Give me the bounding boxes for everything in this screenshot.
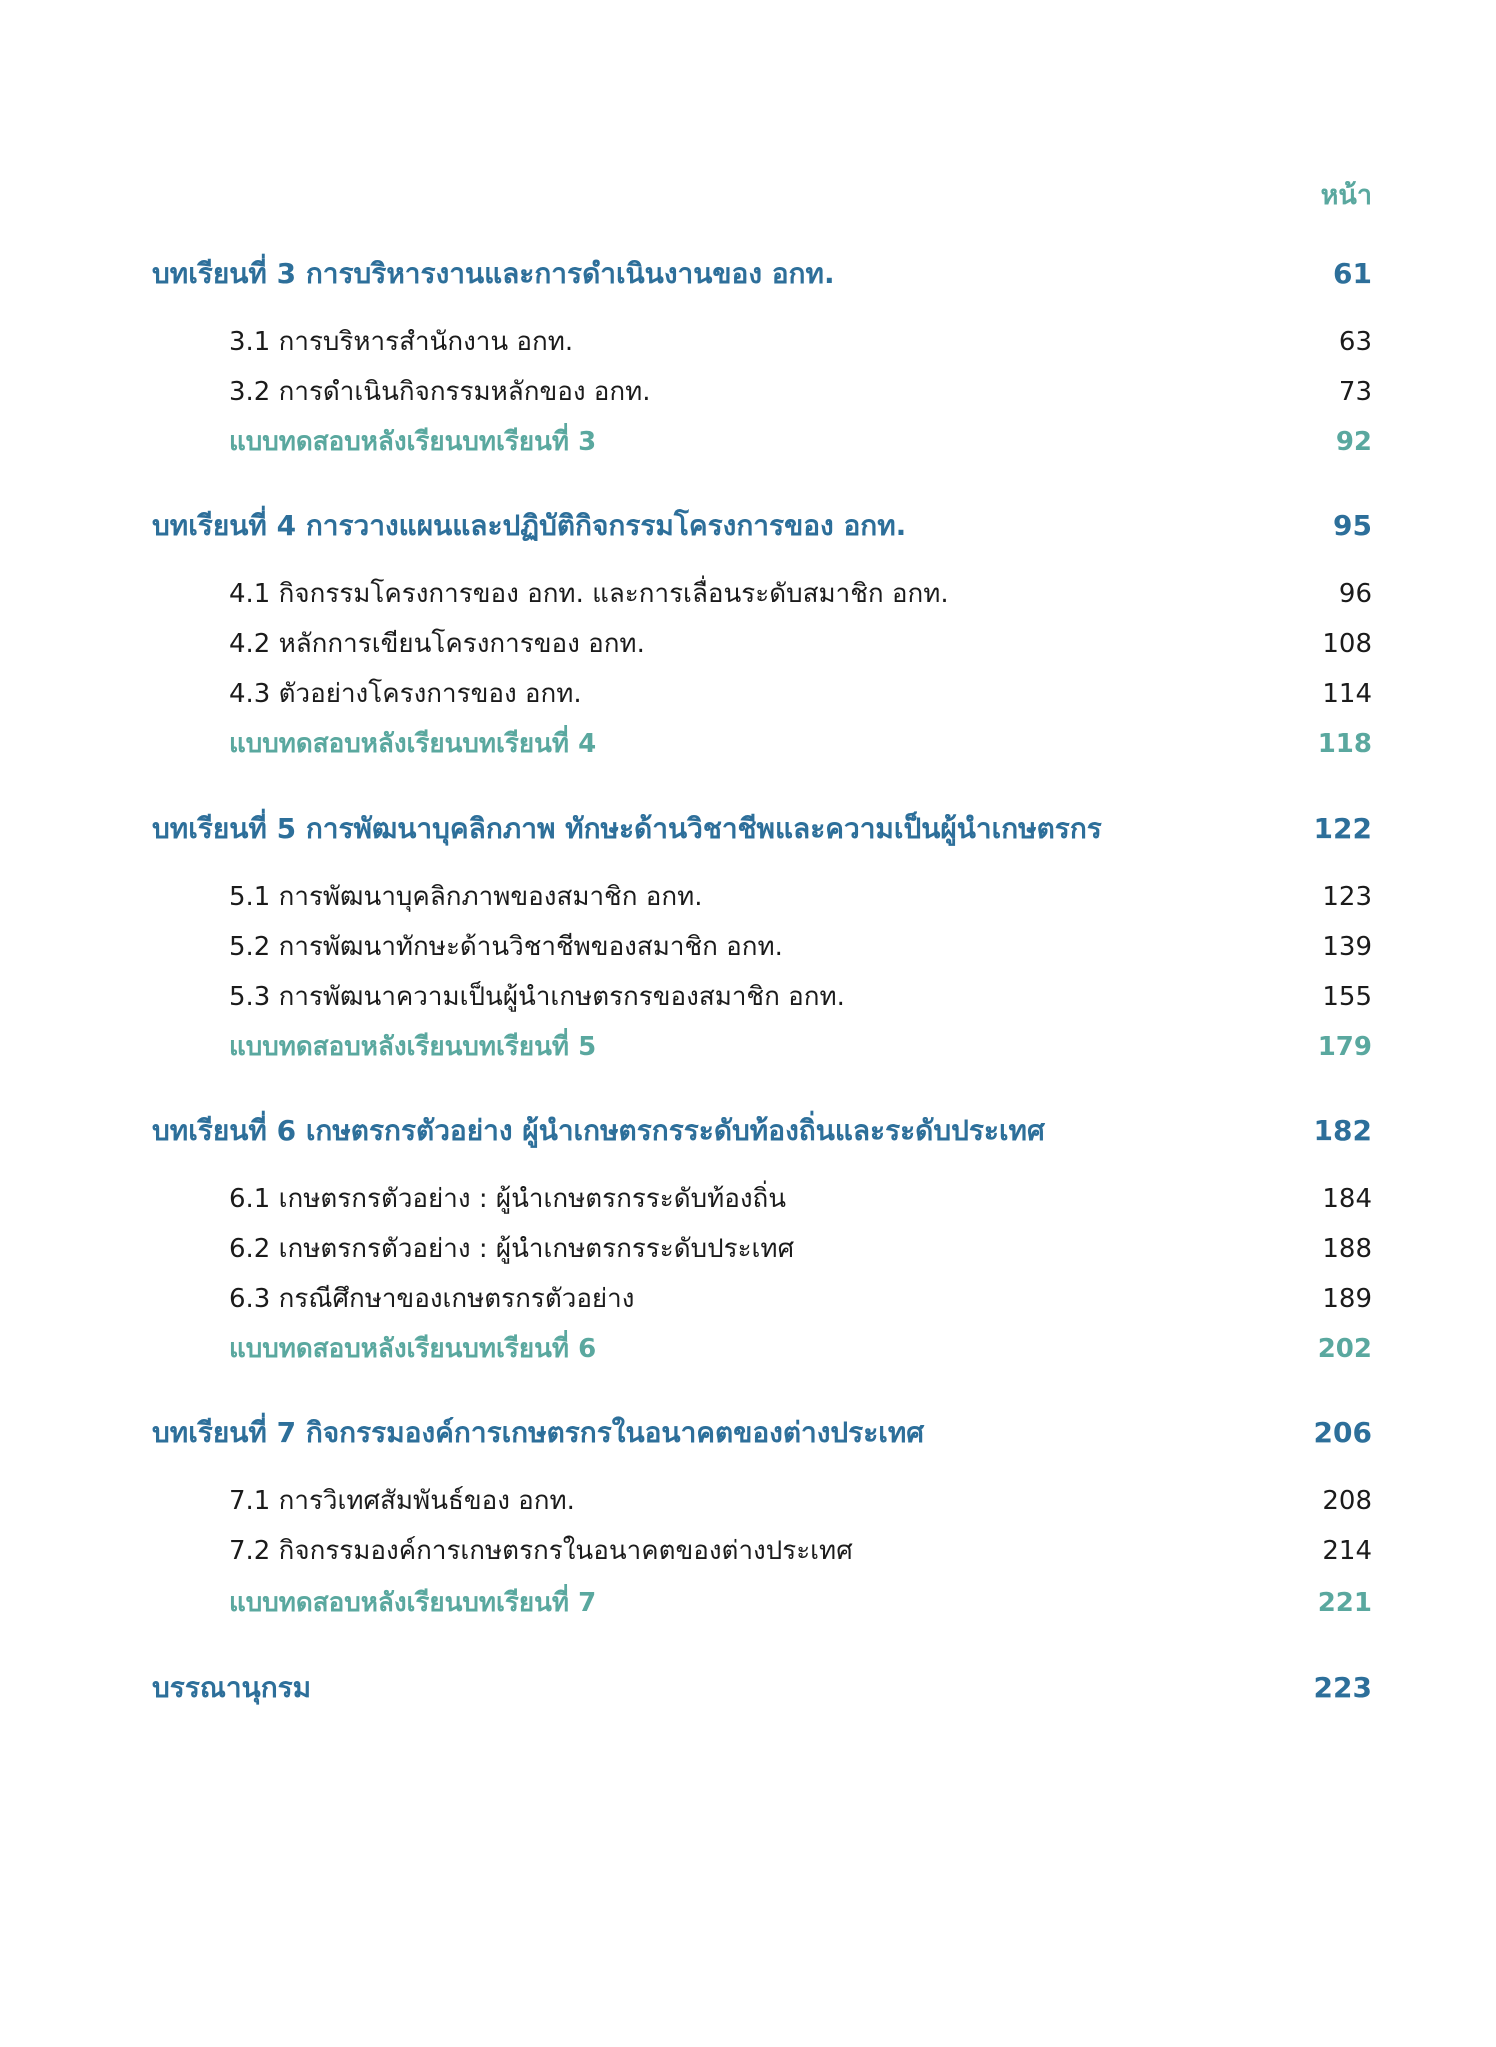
toc-entry-page: 179	[1317, 1032, 1372, 1062]
toc-chapter-4[interactable]	[0, 504, 1496, 548]
toc-entry-page: 61	[1333, 257, 1372, 290]
toc-entry-page: 73	[1338, 377, 1372, 407]
toc-entry-title: 6.2 เกษตรกรตัวอย่าง : ผู้นำเกษตรกรระดับประเทศ	[229, 1234, 795, 1264]
toc-entry-page: 155	[1322, 982, 1372, 1012]
toc-entry-title: 3.2 การดำเนินกิจกรรมหลักของ อกท.	[229, 377, 651, 407]
toc-entry-page: 221	[1317, 1588, 1372, 1618]
toc-quiz-5[interactable]	[0, 1025, 1496, 1069]
toc-entry-title: บทเรียนที่ 3 การบริหารงานและการดำเนินงานของ อกท.	[152, 257, 835, 290]
toc-entry-page: 208	[1322, 1486, 1372, 1516]
toc-entry-title: 6.3 กรณีศึกษาของเกษตรกรตัวอย่าง	[229, 1284, 635, 1314]
toc-entry-title: แบบทดสอบหลังเรียนบทเรียนที่ 7	[229, 1588, 597, 1618]
toc-section-3-2[interactable]	[0, 370, 1496, 414]
toc-entry-title: แบบทดสอบหลังเรียนบทเรียนที่ 4	[229, 729, 597, 759]
toc-section-4-3[interactable]	[0, 672, 1496, 716]
toc-entry-title: บทเรียนที่ 6 เกษตรกรตัวอย่าง ผู้นำเกษตรกรระดับท้องถิ่นและระดับประเทศ	[152, 1114, 1045, 1147]
toc-section-7-1[interactable]	[0, 1479, 1496, 1523]
toc-entry-title: 6.1 เกษตรกรตัวอย่าง : ผู้นำเกษตรกรระดับท้องถิ่น	[229, 1184, 787, 1214]
toc-quiz-3[interactable]	[0, 420, 1496, 464]
toc-entry-page: 223	[1313, 1671, 1372, 1704]
toc-entry-title: บทเรียนที่ 7 กิจกรรมองค์การเกษตรกรในอนาคตของต่างประเทศ	[152, 1416, 925, 1449]
toc-entry-page: 114	[1322, 679, 1372, 709]
toc-entry-title: 4.2 หลักการเขียนโครงการของ อกท.	[229, 629, 645, 659]
toc-entry-page: 122	[1313, 812, 1372, 845]
toc-entry-title: บรรณานุกรม	[152, 1671, 312, 1704]
toc-entry-page: 108	[1322, 629, 1372, 659]
toc-entry-title: 7.1 การวิเทศสัมพันธ์ของ อกท.	[229, 1486, 575, 1516]
toc-section-6-3[interactable]	[0, 1277, 1496, 1321]
toc-entry-page: 202	[1317, 1334, 1372, 1364]
toc-entry-title: บทเรียนที่ 5 การพัฒนาบุคลิกภาพ ทักษะด้านวิชาชีพและความเป็นผู้นำเกษตรกร	[152, 812, 1102, 845]
toc-quiz-6[interactable]	[0, 1327, 1496, 1371]
toc-chapter-6[interactable]	[0, 1109, 1496, 1153]
toc-chapter-7[interactable]	[0, 1411, 1496, 1455]
toc-quiz-7[interactable]	[0, 1581, 1496, 1625]
toc-quiz-4[interactable]	[0, 722, 1496, 766]
toc-section-5-2[interactable]	[0, 925, 1496, 969]
toc-entry-page: 184	[1322, 1184, 1372, 1214]
toc-entry-page: 182	[1313, 1114, 1372, 1147]
toc-entry-page: 188	[1322, 1234, 1372, 1264]
toc-entry-title: 3.1 การบริหารสำนักงาน อกท.	[229, 327, 574, 357]
toc-entry-page: 214	[1322, 1536, 1372, 1566]
toc-section-5-3[interactable]	[0, 975, 1496, 1019]
toc-entry-page: 63	[1338, 327, 1372, 357]
toc-entry-title: บทเรียนที่ 4 การวางแผนและปฏิบัติกิจกรรมโครงการของ อกท.	[152, 509, 907, 542]
toc-chapter-3[interactable]	[0, 252, 1496, 296]
toc-section-7-2[interactable]	[0, 1529, 1496, 1573]
toc-entry-title: 5.3 การพัฒนาความเป็นผู้นำเกษตรกรของสมาชิก อกท.	[229, 982, 845, 1012]
toc-bibliography[interactable]	[0, 1666, 1496, 1710]
toc-section-4-2[interactable]	[0, 622, 1496, 666]
toc-entry-title: แบบทดสอบหลังเรียนบทเรียนที่ 6	[229, 1334, 597, 1364]
toc-entry-page: 96	[1338, 579, 1372, 609]
toc-section-6-1[interactable]	[0, 1177, 1496, 1221]
toc-entry-page: 95	[1333, 509, 1372, 542]
toc-section-6-2[interactable]	[0, 1227, 1496, 1271]
toc-entry-page: 118	[1317, 729, 1372, 759]
toc-entry-title: 4.3 ตัวอย่างโครงการของ อกท.	[229, 679, 582, 709]
toc-entry-title: 5.1 การพัฒนาบุคลิกภาพของสมาชิก อกท.	[229, 882, 703, 912]
toc-section-5-1[interactable]	[0, 875, 1496, 919]
toc-entry-page: 123	[1322, 882, 1372, 912]
toc-entry-title: แบบทดสอบหลังเรียนบทเรียนที่ 5	[229, 1032, 597, 1062]
toc-entry-page: 92	[1335, 427, 1372, 457]
toc-section-4-1[interactable]	[0, 572, 1496, 616]
toc-entry-page: 189	[1322, 1284, 1372, 1314]
toc-chapter-5[interactable]	[0, 807, 1496, 851]
toc-entry-page: 139	[1322, 932, 1372, 962]
toc-entry-title: 7.2 กิจกรรมองค์การเกษตรกรในอนาคตของต่างประเทศ	[229, 1536, 853, 1566]
toc-entry-page: 206	[1313, 1416, 1372, 1449]
toc-section-3-1[interactable]	[0, 320, 1496, 364]
toc-entry-title: แบบทดสอบหลังเรียนบทเรียนที่ 3	[229, 427, 597, 457]
toc-entry-title: 5.2 การพัฒนาทักษะด้านวิชาชีพของสมาชิก อกท.	[229, 932, 783, 962]
toc-entry-title: 4.1 กิจกรรมโครงการของ อกท. และการเลื่อนระดับสมาชิก อกท.	[229, 579, 949, 609]
page-column-label: หน้า	[1320, 180, 1372, 211]
